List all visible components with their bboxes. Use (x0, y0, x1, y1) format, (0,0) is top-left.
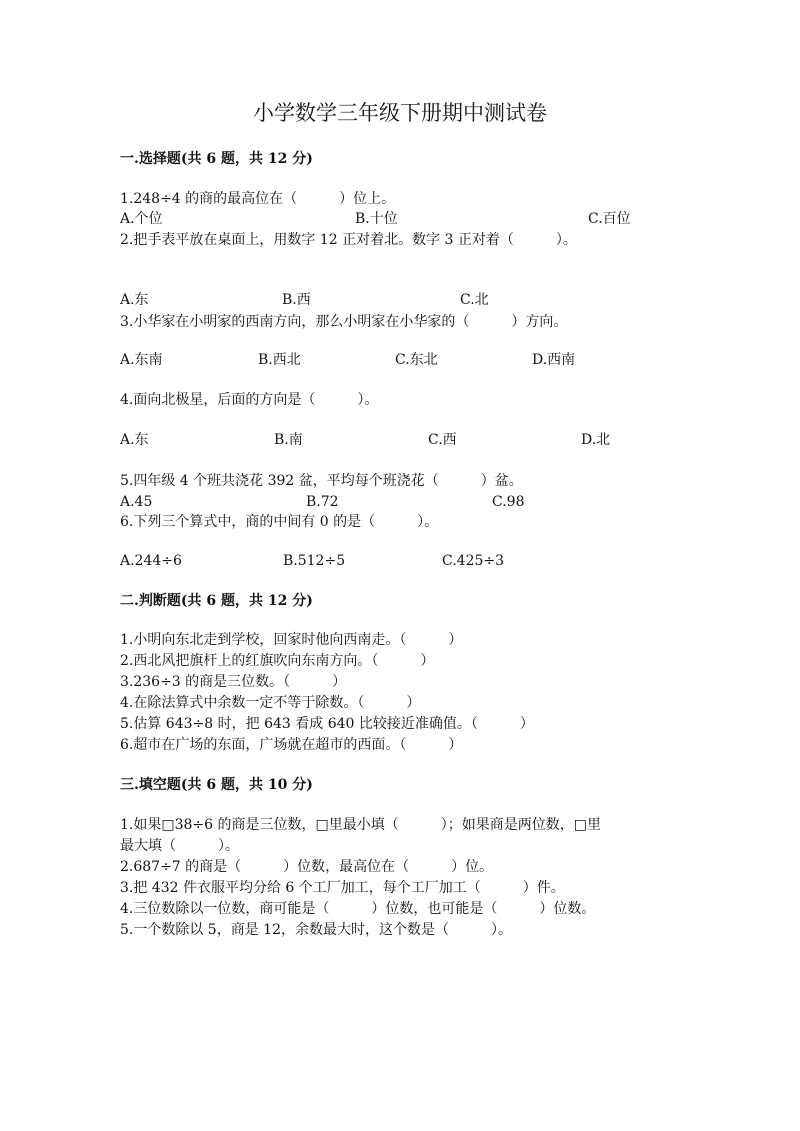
s2-item-3: 3.236÷3 的商是三位数。（ ） (120, 674, 347, 690)
s2-item-6: 6.超市在广场的东面，广场就在超市的西面。（ ） (120, 737, 463, 753)
s1-q2-stem: 2.把手表平放在桌面上，用数字 12 正对着北。数字 3 正对着（ ）。 (120, 232, 577, 248)
s1-q4-stem: 4.面向北极星，后面的方向是（ ）。 (120, 392, 379, 408)
s1-q1-stem: 1.248÷4 的商的最高位在（ ）位上。 (120, 191, 396, 207)
s1-q3-option-a: A.东南 (120, 352, 163, 368)
s1-q1-option-b: B.十位 (355, 211, 398, 227)
s1-q6-option-b: B.512÷5 (283, 553, 346, 569)
s3-q1-line-2: 最大填（ ）。 (120, 838, 239, 854)
s1-q3-stem: 3.小华家在小明家的西南方向，那么小明家在小华家的（ ）方向。 (120, 314, 568, 330)
s1-q5-option-a: A.45 (120, 494, 153, 510)
s3-q3: 3.把 432 件衣服平均分给 6 个工厂加工，每个工厂加工（ ）件。 (120, 880, 565, 896)
section-3-heading: 三.填空题(共 6 题，共 10 分) (120, 777, 313, 793)
s1-q2-option-a: A.东 (120, 292, 149, 308)
section-1-heading: 一.选择题(共 6 题，共 12 分) (120, 151, 313, 167)
s1-q4-option-d: D.北 (581, 432, 611, 448)
s1-q5-option-c: C.98 (492, 494, 525, 510)
s1-q5-option-b: B.72 (306, 494, 339, 510)
s1-q6-stem: 6.下列三个算式中，商的中间有 0 的是（ ）。 (120, 514, 439, 530)
s1-q1-option-c: C.百位 (588, 211, 631, 227)
s1-q6-option-a: A.244÷6 (120, 553, 182, 569)
s1-q4-option-c: C.西 (428, 432, 457, 448)
s1-q1-option-a: A.个位 (120, 211, 163, 227)
section-2-heading: 二.判断题(共 6 题，共 12 分) (120, 593, 313, 609)
s3-q4: 4.三位数除以一位数，商可能是（ ）位数，也可能是（ ）位数。 (120, 901, 596, 917)
s1-q3-option-d: D.西南 (532, 352, 576, 368)
s2-item-5: 5.估算 643÷8 时，把 643 看成 640 比较接近准确值。（ ） (120, 716, 534, 732)
s1-q4-option-a: A.东 (120, 432, 149, 448)
s1-q4-option-b: B.南 (274, 432, 303, 448)
s1-q3-option-b: B.西北 (258, 352, 301, 368)
s3-q1-line-1: 1.如果□38÷6 的商是三位数，□里最小填（ ）；如果商是两位数，□里 (120, 817, 601, 833)
s1-q3-option-c: C.东北 (395, 352, 438, 368)
page-title: 小学数学三年级下册期中测试卷 (253, 101, 547, 125)
s3-q2: 2.687÷7 的商是（ ）位数，最高位在（ ）位。 (120, 859, 494, 875)
s1-q2-option-b: B.西 (282, 292, 311, 308)
s2-item-4: 4.在除法算式中余数一定不等于除数。（ ） (120, 695, 421, 711)
s1-q6-option-c: C.425÷3 (442, 553, 505, 569)
s2-item-2: 2.西北风把旗杆上的红旗吹向东南方向。（ ） (120, 653, 435, 669)
s1-q2-option-c: C.北 (460, 292, 489, 308)
s3-q5: 5.一个数除以 5，商是 12，余数最大时，这个数是（ ）。 (120, 922, 512, 938)
s1-q5-stem: 5.四年级 4 个班共浇花 392 盆，平均每个班浇花（ ）盆。 (120, 473, 523, 489)
s2-item-1: 1.小明向东北走到学校，回家时他向西南走。（ ） (120, 632, 463, 648)
